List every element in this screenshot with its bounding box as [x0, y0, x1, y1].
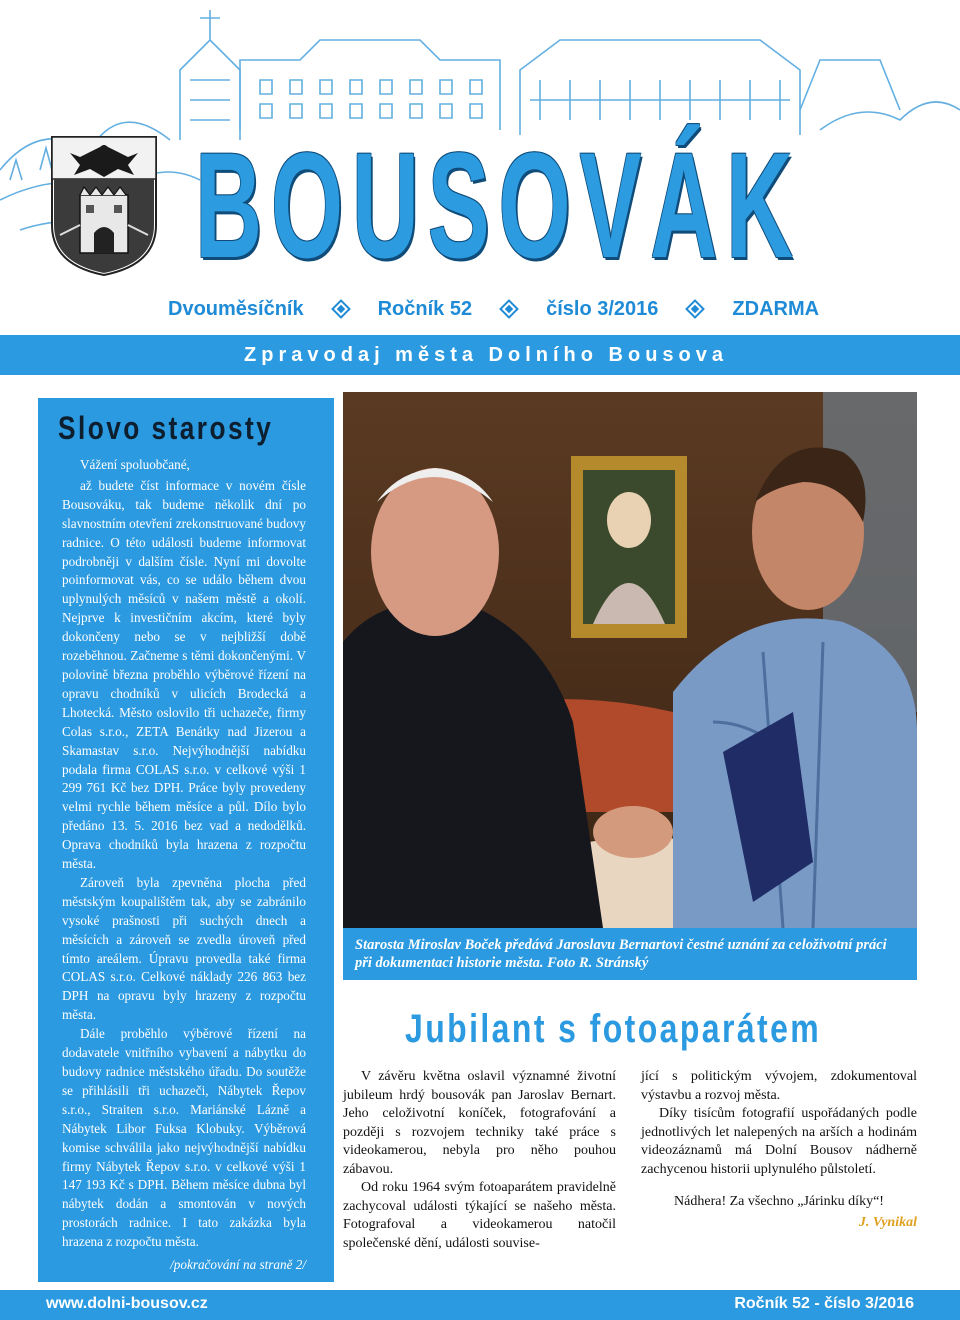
mayor-paragraph: Dále proběhlo výběrové řízení na dodavatele vnitřního vybavení a nábytku do budovy radnice městského úřadu. Do soutěže se přihlásili tři uchazeči, Nábytek Řepov s.r.o., Straiten s.r.o. Mariánské Lázně a Nábytek Libor Fuksa Klobuky. Výběrová komise schválila jako nejvýhodnější nabídku firmy Nábytek Řepov s.r.o. v celkové výši 1 147 193 Kč s DPH. Během měsíce dubna byl nábytek dodán a smontován v nových prostorách radnice. I tato zakázka byla hrazena z rozpočtu města. — [62, 1026, 306, 1250]
article-paragraph: Díky tisícům fotografií uspořádaných podle jednotlivých let nalepených na arších a hodinám videozáznamů má Dolní Bousov nádherně zachycenou historii uplynulého půlstoletí. — [641, 1106, 917, 1177]
continuation-note: /pokračování na straně 2/ — [170, 1257, 306, 1273]
greeting-text: Vážení spoluobčané, — [80, 457, 190, 472]
mayor-paragraph: Zároveň byla zpevněna plocha před městským koupalištěm tak, aby se zabránilo vysoké prašnosti při suchých dnech a měsících a zároveň se zvedla úroveň před tímto areálem. Úpravu provedla také firma COLAS s.r.o. Celkové náklady 226 863 bez DPH na opravu byly hrazeny z rozpočtu města. — [62, 874, 306, 1023]
photo-caption: Starosta Miroslav Boček předává Jaroslavu Bernartovi čestné uznání za celoživotní práci při dokumentaci historie města. Foto R. Stránský — [343, 928, 917, 980]
frequency-label: Dvouměsíčník — [168, 297, 304, 320]
town-coat-of-arms — [50, 135, 158, 277]
article-paragraph: jící s politickým vývojem, zdokumentoval výstavbu a rozvoj města. — [641, 1069, 917, 1103]
handshake-photo — [343, 392, 917, 928]
article-column-1 — [343, 1068, 616, 1253]
issue-number-label: číslo 3/2016 — [546, 297, 659, 320]
mayor-column-title: Slovo starosty — [58, 410, 274, 446]
mayor-column-body — [62, 456, 306, 1275]
price-label: ZDARMA — [732, 297, 820, 320]
article-column-2 — [641, 1068, 917, 1232]
article-closing: Nádhera! Za všechno „Járinku díky“! — [674, 1194, 884, 1209]
page-footer — [0, 1290, 960, 1320]
article-title: Jubilant s fotoaparátem — [405, 1007, 822, 1051]
masthead — [0, 0, 960, 335]
diamond-separator-icon — [331, 299, 351, 319]
article-paragraph: V závěru května oslavil významné životní jubileum hrdý bousovák pan Jaroslav Bernart. Jeho celoživotní koníček, fotografování a později s rozvojem techniky také práce s videokamerou, nebyla pro něho pouhou zábavou. — [343, 1069, 616, 1177]
diamond-separator-icon — [499, 299, 519, 319]
issue-info-line — [168, 294, 819, 324]
mayor-paragraph: až budete číst informace v novém čísle Bousováku, tak budeme několik dní po slavnostním otevření zrekonstruované budovy radnice. O této události budeme informovat podrobněji v dalším čísle. Nyní mi dovolte poinformovat vás, co se událo během dvou uplynulých měsíců v našem městě a okolí. Nejprve k investičním akcím, které byly dokončeny nebo se v nejbližší době rozeběhnou. Začneme s těmi dokončenými. V polovině března proběhlo výběrové řízení na opravu chodníků v ulicích Brodecká a Lhotecká. Město oslovilo tři uchazeče, firmy Colas s.r.o., ZETA Benátky nad Jizerou a Skamastav s.r.o. Nejvýhodnější nabídku podala firma COLAS s.r.o. v celkové výši 1 299 761 Kč bez DPH. Práce byly provedeny velmi rychle během měsíce a půl. Dílo bylo předáno 13. 5. 2016 bez vad a nedodělků. Oprava chodníků byla hrazena z rozpočtu města. — [62, 477, 306, 872]
volume-label: Ročník 52 — [377, 297, 473, 320]
footer-issue-label: Ročník 52 - číslo 3/2016 — [734, 1295, 914, 1312]
diamond-separator-icon — [686, 299, 706, 319]
article-paragraph: Od roku 1964 svým fotoaparátem pravidelně zachycoval události týkající se našeho města. Fotografoval a videokamerou natočil společenské dění, události souvise- — [343, 1180, 616, 1251]
article-signature: J. Vynikal — [858, 1214, 917, 1230]
footer-website-link[interactable]: www.dolni-bousov.cz — [46, 1295, 208, 1312]
masthead-banner: Zpravodaj města Dolního Bousova — [0, 335, 960, 375]
masthead-brand-title: BOUSOVÁK — [195, 121, 802, 289]
